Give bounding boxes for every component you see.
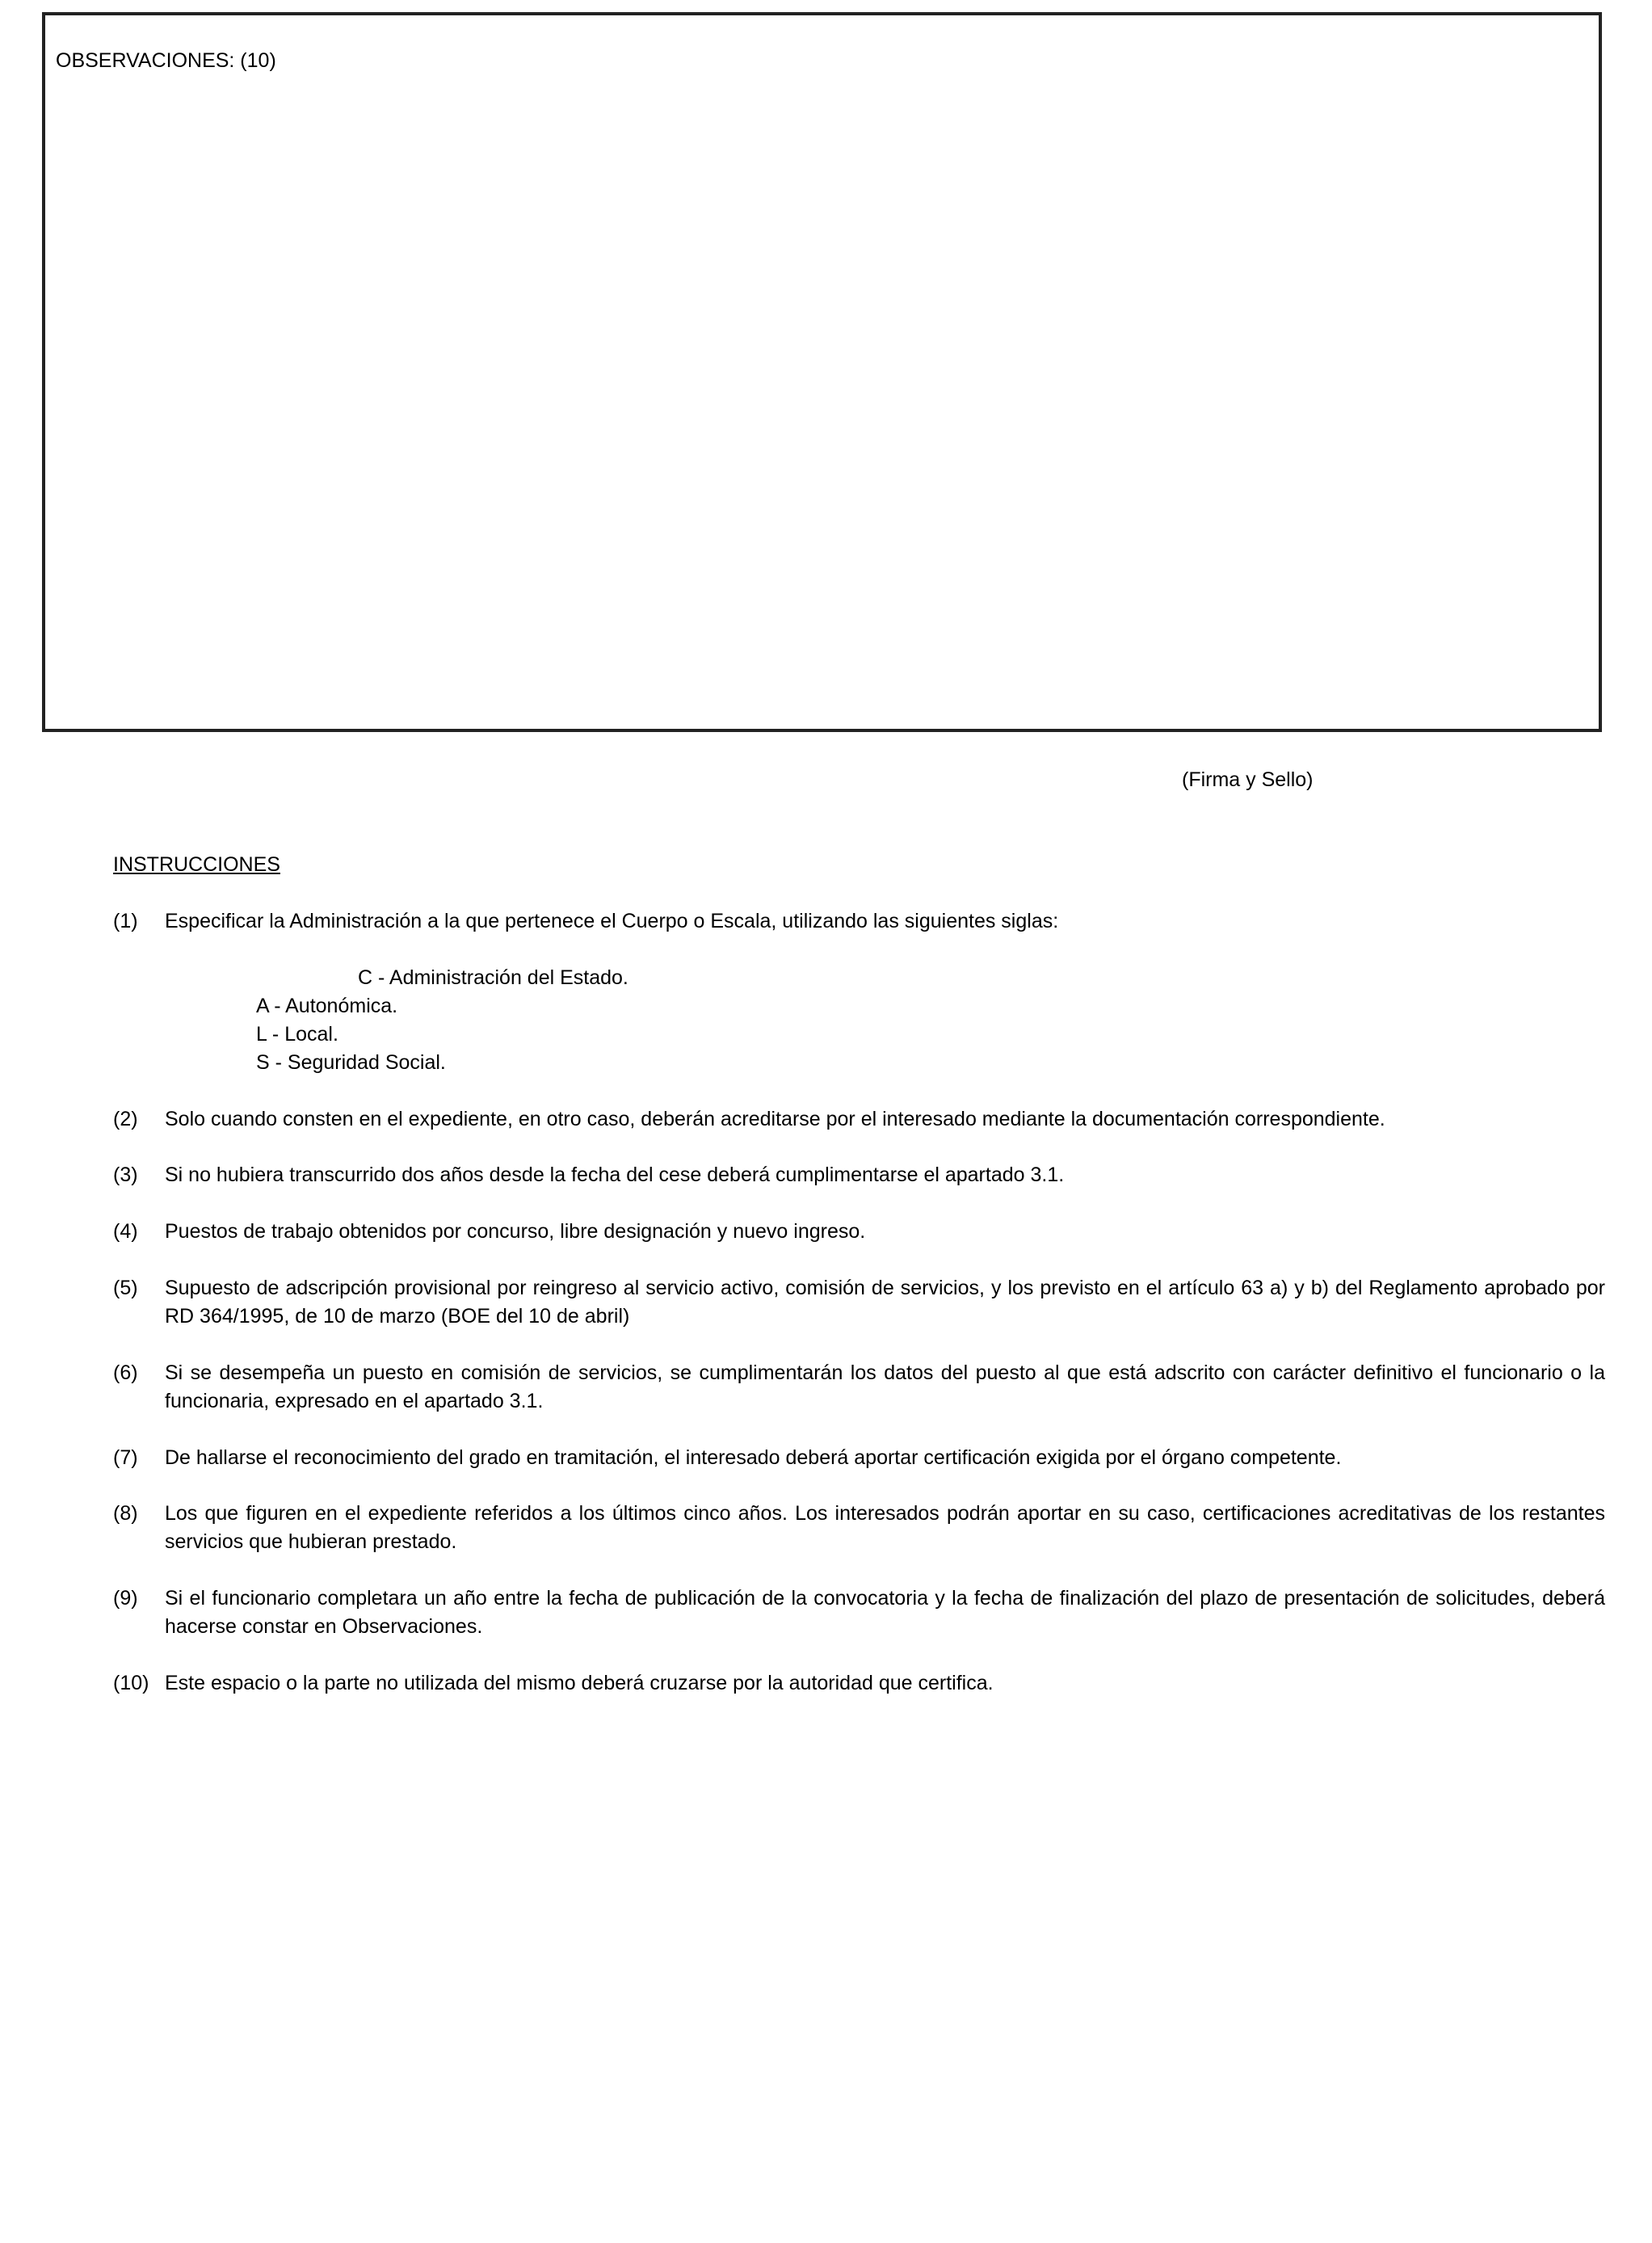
instruction-number: (2) bbox=[113, 1108, 138, 1130]
instruction-number: (5) bbox=[113, 1277, 138, 1299]
instruction-number: (9) bbox=[113, 1587, 138, 1610]
firma-sello-label: (Firma y Sello) bbox=[1182, 768, 1314, 791]
instruction-text: Si no hubiera transcurrido dos años desde la fecha del cese deberá cumplimentarse el apartado 3.1. bbox=[165, 1164, 1065, 1186]
instruction-number: (4) bbox=[113, 1220, 138, 1243]
instruction-item bbox=[113, 1359, 1605, 1416]
instrucciones-title: INSTRUCCIONES bbox=[113, 853, 280, 876]
instruction-text: Solo cuando consten en el expediente, en otro caso, deberán acreditarse por el interesado mediante la documentación correspondiente. bbox=[165, 1108, 1385, 1130]
instruction-item bbox=[113, 1500, 1605, 1556]
instruction-item bbox=[113, 1274, 1605, 1331]
instruction-number: (1) bbox=[113, 910, 138, 932]
instruction-number: (3) bbox=[113, 1164, 138, 1186]
instruction-text: Especificar la Administración a la que pertenece el Cuerpo o Escala, utilizando las siguientes siglas: bbox=[165, 910, 1059, 932]
sigla-item: C - Administración del Estado. bbox=[358, 966, 628, 989]
instruction-number: (7) bbox=[113, 1446, 138, 1469]
instruction-text: De hallarse el reconocimiento del grado en tramitación, el interesado deberá aportar certificación exigida por el órgano competente. bbox=[165, 1446, 1342, 1469]
observaciones-box[interactable] bbox=[42, 12, 1602, 732]
instruction-item bbox=[113, 1105, 1605, 1134]
sigla-item: S - Seguridad Social. bbox=[256, 1051, 446, 1074]
instruction-item bbox=[113, 1669, 1605, 1698]
instruction-item bbox=[113, 1584, 1605, 1641]
instruction-number: (6) bbox=[113, 1361, 138, 1384]
instruction-text: Este espacio o la parte no utilizada del mismo deberá cruzarse por la autoridad que certifica. bbox=[165, 1672, 994, 1694]
instruction-number: (8) bbox=[113, 1502, 138, 1525]
instruction-text: Si el funcionario completara un año entre la fecha de publicación de la convocatoria y la fecha de finalización del plazo de presentación de solicitudes, deberá hacerse constar en Observaciones. bbox=[165, 1587, 1605, 1638]
instruction-item bbox=[113, 1444, 1605, 1472]
instruction-text: Los que figuren en el expediente referidos a los últimos cinco años. Los interesados podrán aportar en su caso, certificaciones acreditativas de los restantes servicios que hubieran prestado. bbox=[165, 1502, 1605, 1553]
instruction-item bbox=[113, 1218, 1605, 1246]
instruction-item bbox=[113, 1161, 1605, 1189]
sigla-item: A - Autonómica. bbox=[256, 995, 398, 1017]
instruction-text: Si se desempeña un puesto en comisión de servicios, se cumplimentarán los datos del puesto al que está adscrito con carácter definitivo el funcionario o la funcionaria, expresado en el apartado 3.1. bbox=[165, 1361, 1605, 1412]
sigla-item: L - Local. bbox=[256, 1023, 338, 1046]
instruction-text: Puestos de trabajo obtenidos por concurso, libre designación y nuevo ingreso. bbox=[165, 1220, 866, 1243]
instruction-number: (10) bbox=[113, 1672, 149, 1694]
observaciones-label: OBSERVACIONES: (10) bbox=[56, 49, 276, 72]
instruction-item bbox=[113, 907, 1605, 936]
instruction-text: Supuesto de adscripción provisional por reingreso al servicio activo, comisión de servicios, y los previsto en el artículo 63 a) y b) del Reglamento aprobado por RD 364/1995, de 10 de marzo (BOE del 10 de abril) bbox=[165, 1277, 1605, 1328]
